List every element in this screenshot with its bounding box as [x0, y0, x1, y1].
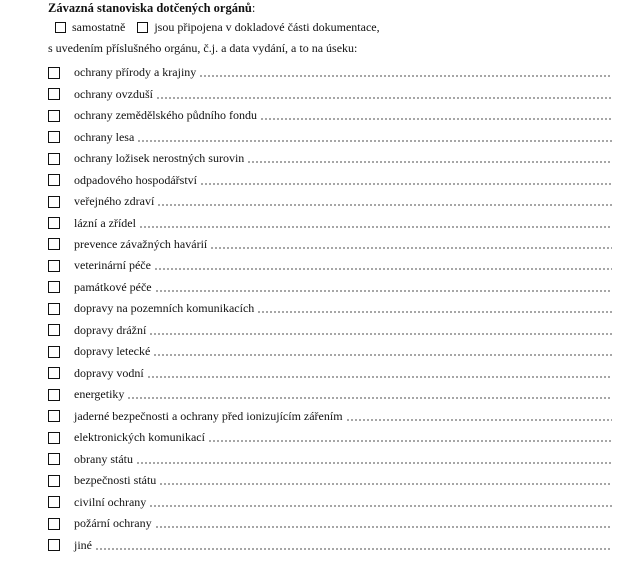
- dotted-fill-line[interactable]: [260, 118, 612, 120]
- item-checkbox[interactable]: [48, 110, 60, 122]
- dotted-fill-line[interactable]: [137, 140, 612, 142]
- intro-text: s uvedením příslušného orgánu, č.j. a data vydání, a to na úseku:: [48, 41, 358, 55]
- item-label: ochrany zemědělského půdního fondu: [74, 108, 257, 123]
- dotted-fill-line[interactable]: [156, 97, 612, 99]
- item-checkbox[interactable]: [48, 217, 60, 229]
- list-item: [48, 534, 612, 555]
- item-label: památkové péče: [74, 279, 152, 294]
- item-checkbox[interactable]: [48, 238, 60, 250]
- list-item: [48, 470, 612, 491]
- item-label: odpadového hospodářství: [74, 172, 197, 187]
- item-checkbox[interactable]: [48, 389, 60, 401]
- section-heading-colon: :: [251, 1, 256, 15]
- item-checkbox[interactable]: [48, 196, 60, 208]
- dotted-fill-line[interactable]: [95, 548, 612, 550]
- dotted-fill-line[interactable]: [155, 290, 612, 292]
- dotted-fill-line[interactable]: [154, 268, 612, 270]
- item-label: energetiky: [74, 387, 125, 402]
- list-item: [48, 126, 612, 147]
- list-item: [48, 62, 612, 83]
- item-label: veřejného zdraví: [74, 194, 155, 209]
- list-item: [48, 320, 612, 341]
- item-label: dopravy drážní: [74, 322, 147, 337]
- dotted-fill-line[interactable]: [346, 419, 612, 421]
- item-checkbox[interactable]: [48, 367, 60, 379]
- dotted-fill-line[interactable]: [149, 333, 612, 335]
- list-item: [48, 255, 612, 276]
- list-item: [48, 491, 612, 512]
- dotted-fill-line[interactable]: [247, 161, 612, 163]
- item-label: jaderné bezpečnosti a ochrany před ionizujícím zářením: [74, 408, 343, 423]
- option-separately[interactable]: [55, 20, 125, 35]
- item-checkbox[interactable]: [48, 432, 60, 444]
- section-heading-text: Závazná stanoviska dotčených orgánů: [48, 1, 252, 15]
- list-item: [48, 406, 612, 427]
- item-label: ochrany přírody a krajiny: [74, 65, 197, 80]
- dotted-fill-line[interactable]: [127, 397, 612, 399]
- dotted-fill-line[interactable]: [153, 354, 612, 356]
- dotted-fill-line[interactable]: [155, 526, 612, 528]
- option-attached-label: jsou připojena v dokladové části dokumentace,: [154, 20, 380, 34]
- item-label: ochrany lesa: [74, 129, 135, 144]
- list-item: [48, 234, 612, 255]
- item-label: obrany státu: [74, 451, 133, 466]
- item-label: jiné: [74, 537, 92, 552]
- item-checkbox[interactable]: [48, 131, 60, 143]
- item-label: dopravy vodní: [74, 365, 144, 380]
- item-label: lázní a zřídel: [74, 215, 136, 230]
- list-item: [48, 427, 612, 448]
- item-label: elektronických komunikací: [74, 430, 205, 445]
- item-label: veterinární péče: [74, 258, 151, 273]
- dotted-fill-line[interactable]: [157, 204, 612, 206]
- list-item: [48, 191, 612, 212]
- item-checkbox[interactable]: [48, 153, 60, 165]
- option-attached[interactable]: [137, 20, 379, 35]
- item-label: bezpečnosti státu: [74, 473, 157, 488]
- list-item: [48, 212, 612, 233]
- item-checkbox[interactable]: [48, 475, 60, 487]
- dotted-fill-line[interactable]: [210, 247, 612, 249]
- dotted-fill-line[interactable]: [200, 183, 612, 185]
- item-checkbox[interactable]: [48, 174, 60, 186]
- item-label: ochrany ložisek nerostných surovin: [74, 151, 245, 166]
- section-heading: [48, 1, 255, 16]
- dotted-fill-line[interactable]: [147, 376, 612, 378]
- list-item: [48, 448, 612, 469]
- item-label: požární ochrany: [74, 516, 152, 531]
- item-label: dopravy na pozemních komunikacích: [74, 301, 255, 316]
- list-item: [48, 148, 612, 169]
- item-checkbox[interactable]: [48, 453, 60, 465]
- item-label: ochrany ovzduší: [74, 86, 153, 101]
- item-checkbox[interactable]: [48, 67, 60, 79]
- checkbox-separately[interactable]: [55, 22, 66, 33]
- list-item: [48, 513, 612, 534]
- item-checkbox[interactable]: [48, 281, 60, 293]
- item-label: civilní ochrany: [74, 494, 147, 509]
- item-checkbox[interactable]: [48, 303, 60, 315]
- list-item: [48, 169, 612, 190]
- list-item: [48, 363, 612, 384]
- item-checkbox[interactable]: [48, 88, 60, 100]
- list-item: [48, 105, 612, 126]
- list-item: [48, 298, 612, 319]
- authority-list: [48, 62, 612, 556]
- list-item: [48, 384, 612, 405]
- option-separately-label: samostatně: [72, 20, 126, 34]
- item-checkbox[interactable]: [48, 518, 60, 530]
- dotted-fill-line[interactable]: [199, 75, 612, 77]
- dotted-fill-line[interactable]: [159, 483, 612, 485]
- list-item: [48, 341, 612, 362]
- list-item: [48, 277, 612, 298]
- dotted-fill-line[interactable]: [208, 440, 612, 442]
- attachment-options: [55, 20, 380, 35]
- checkbox-attached[interactable]: [137, 22, 148, 33]
- dotted-fill-line[interactable]: [149, 505, 612, 507]
- list-item: [48, 83, 612, 104]
- dotted-fill-line[interactable]: [136, 462, 612, 464]
- dotted-fill-line[interactable]: [257, 311, 612, 313]
- item-checkbox[interactable]: [48, 346, 60, 358]
- item-label: prevence závažných havárií: [74, 236, 208, 251]
- item-checkbox[interactable]: [48, 410, 60, 422]
- item-label: dopravy letecké: [74, 344, 151, 359]
- item-checkbox[interactable]: [48, 260, 60, 272]
- item-checkbox[interactable]: [48, 539, 60, 551]
- item-checkbox[interactable]: [48, 324, 60, 336]
- item-checkbox[interactable]: [48, 496, 60, 508]
- dotted-fill-line[interactable]: [139, 226, 612, 228]
